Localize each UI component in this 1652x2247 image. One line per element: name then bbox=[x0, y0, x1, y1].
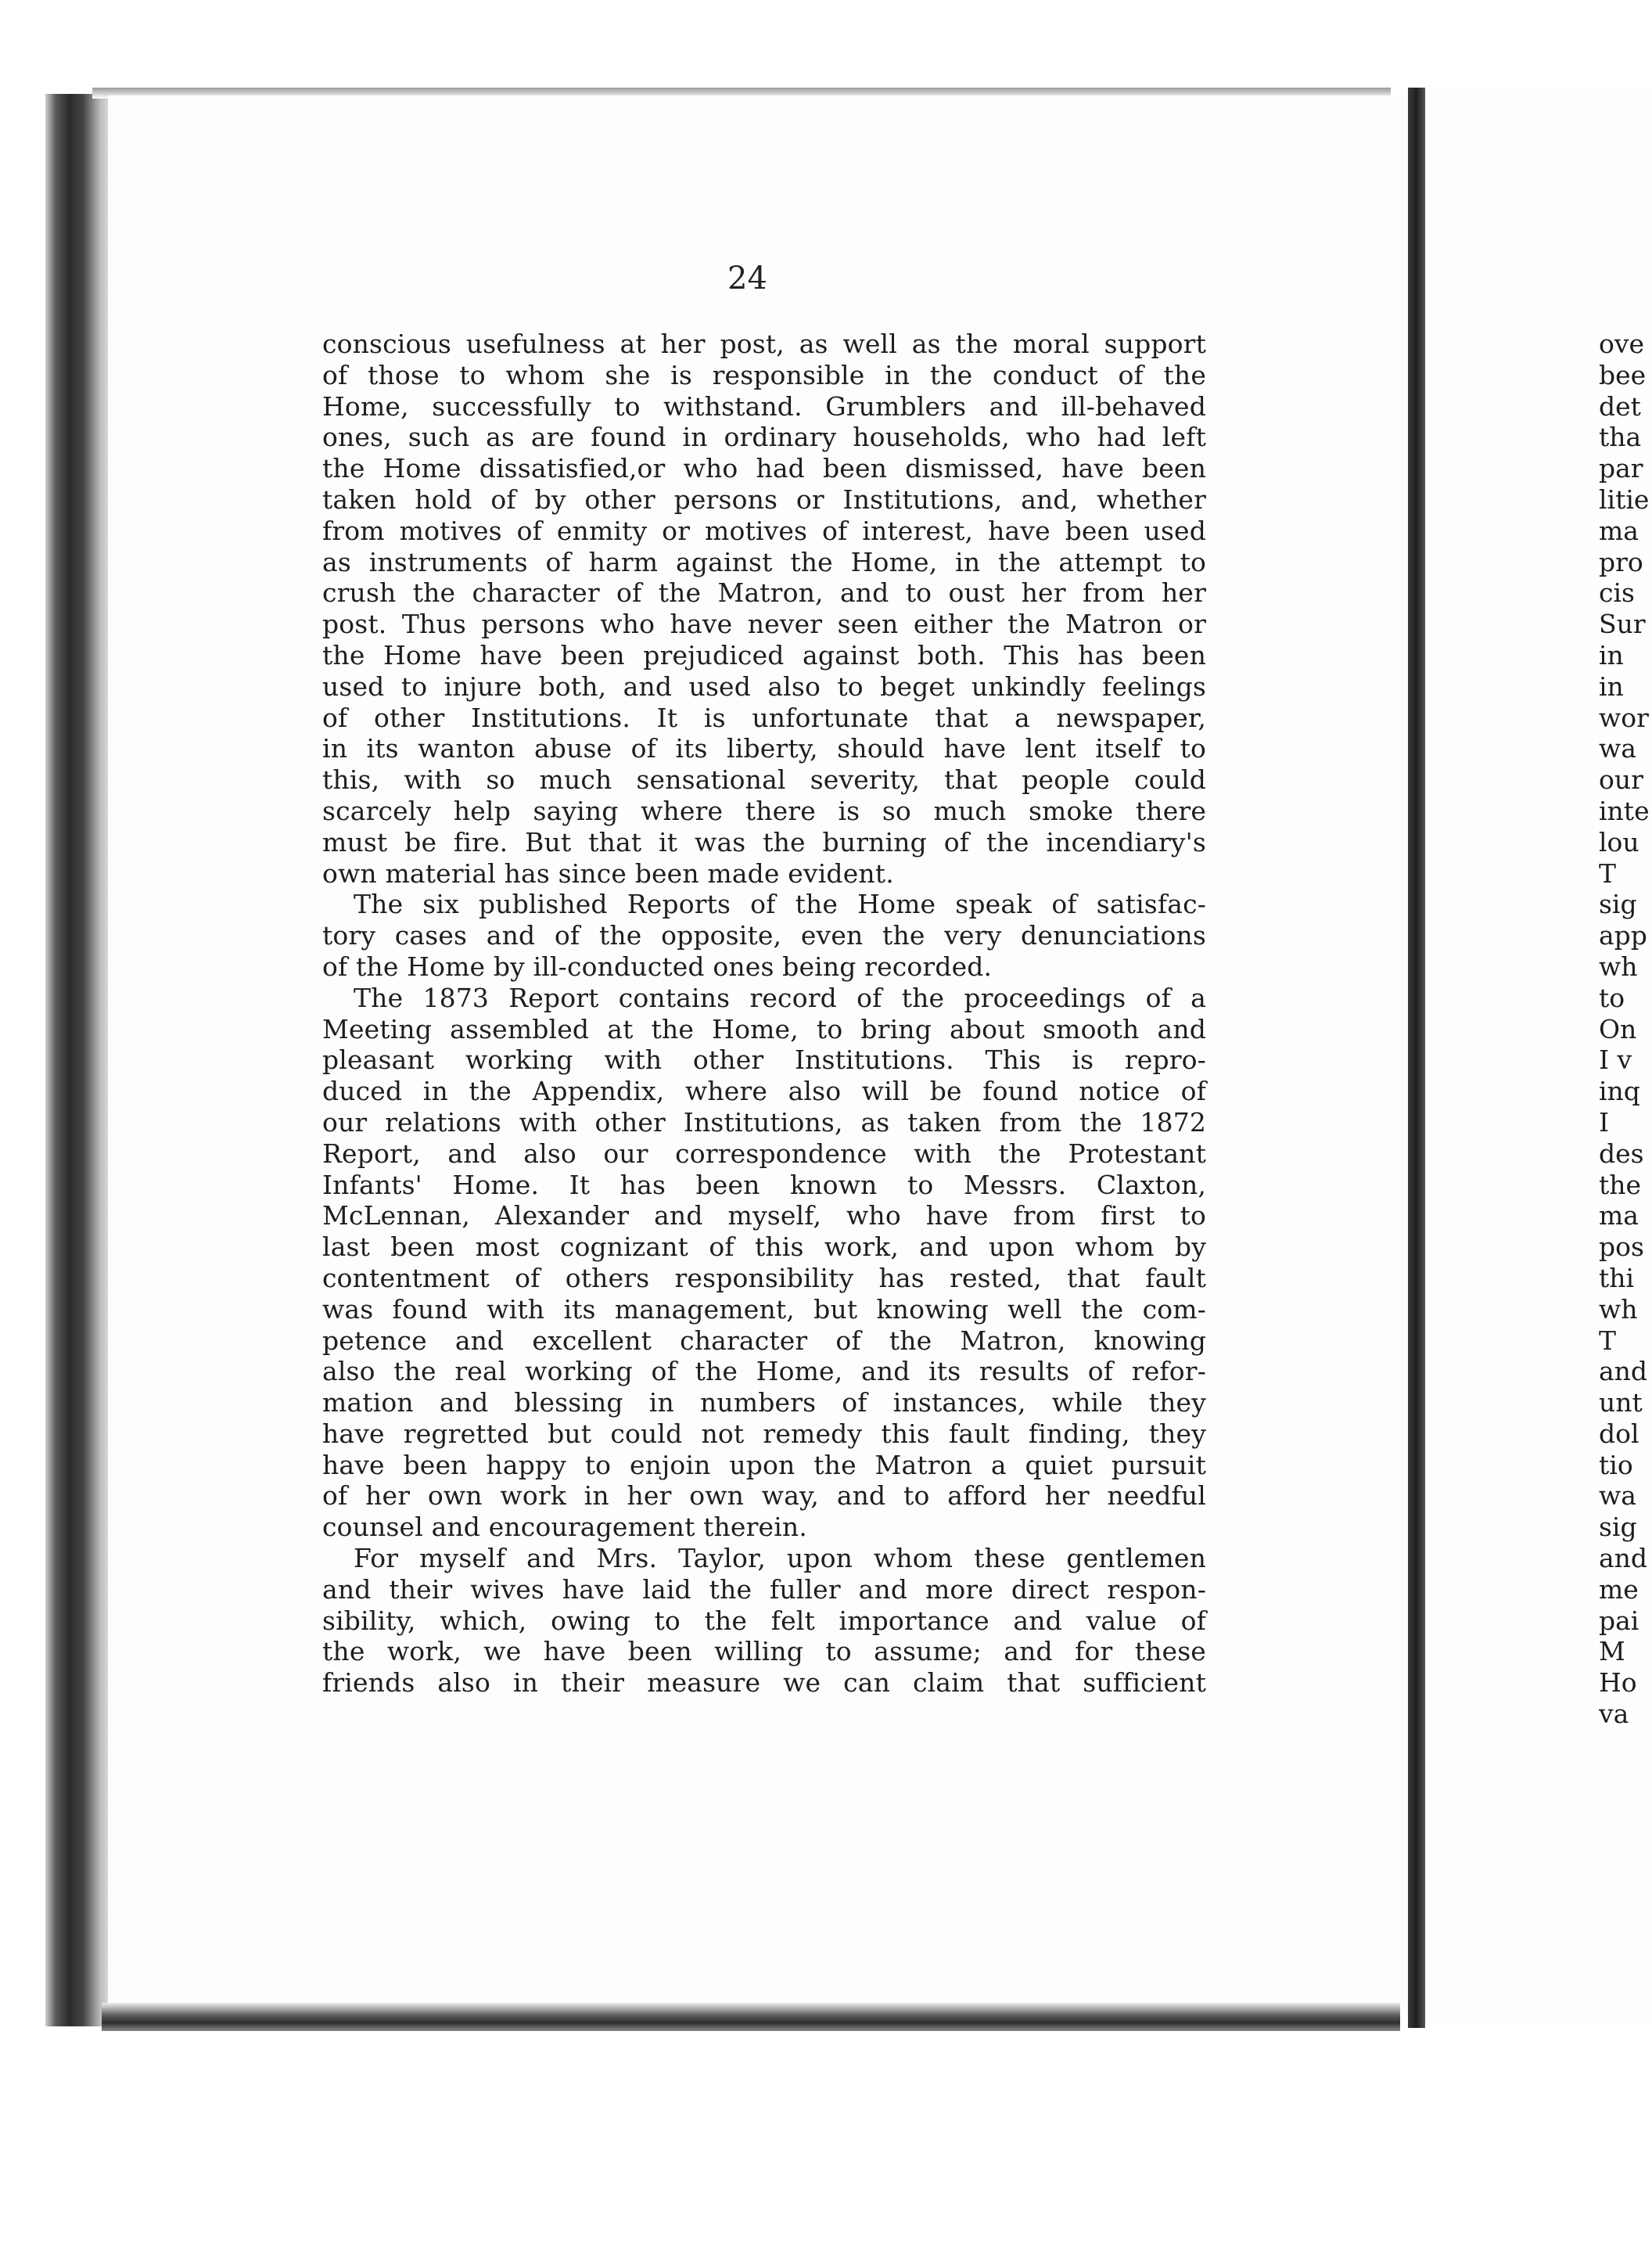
text-line: The six published Reports of the Home speak of satisfac- bbox=[354, 889, 1206, 920]
right-page-fragment: des bbox=[1599, 1138, 1644, 1169]
text-line: pleasant working with other Institutions. This is repro- bbox=[322, 1044, 1206, 1076]
text-line: from motives of enmity or motives of interest, have been used bbox=[322, 515, 1206, 546]
page-number: 24 bbox=[727, 261, 767, 297]
text-line: contentment of others responsibility has rested, that fault bbox=[322, 1262, 1206, 1293]
text-line: the work, we have been willing to assume; and for these bbox=[322, 1636, 1206, 1667]
text-line: of other Institutions. It is unfortunate that a newspaper, bbox=[322, 702, 1206, 733]
right-page-fragment: T bbox=[1599, 857, 1617, 889]
right-page-fragment: inte bbox=[1599, 795, 1650, 826]
text-line: McLennan, Alexander and myself, who have from first to bbox=[322, 1200, 1206, 1231]
text-line: Meeting assembled at the Home, to bring about smooth and bbox=[322, 1013, 1206, 1044]
text-line: post. Thus persons who have never seen either the Matron or bbox=[322, 609, 1206, 640]
text-line: have been happy to enjoin upon the Matron a quiet pursuit bbox=[322, 1449, 1206, 1480]
text-line: was found with its management, but knowing well the com- bbox=[322, 1293, 1206, 1325]
right-page-fragment: par bbox=[1599, 453, 1643, 484]
text-line: crush the character of the Matron, and to oust her from her bbox=[322, 577, 1206, 609]
text-line: and their wives have laid the fuller and more direct respon- bbox=[322, 1573, 1206, 1605]
text-line: counsel and encouragement therein. bbox=[322, 1512, 807, 1543]
right-page-fragment: the bbox=[1599, 1169, 1642, 1200]
right-page-fragment: ove bbox=[1599, 329, 1645, 359]
right-page-fragment: wa bbox=[1599, 733, 1636, 764]
right-page-fragment: wh bbox=[1599, 951, 1638, 982]
text-line: must be fire. But that it was the burning of the incendiary's bbox=[322, 826, 1206, 857]
text-line: this, with so much sensational severity, that people could bbox=[322, 764, 1206, 796]
right-page-fragment: in bbox=[1599, 671, 1624, 702]
right-page-fragment: Ho bbox=[1599, 1667, 1637, 1699]
right-page-fragment: unt bbox=[1599, 1387, 1643, 1418]
right-page-fragment: pos bbox=[1599, 1231, 1644, 1263]
body-text bbox=[322, 329, 1206, 1699]
text-line: the Home dissatisfied,or who had been dismissed, have been bbox=[322, 453, 1206, 484]
right-page-fragment: det bbox=[1599, 390, 1641, 422]
right-page-fragment: wor bbox=[1599, 702, 1649, 733]
right-page-fragment: dol bbox=[1599, 1418, 1639, 1449]
right-page-fragment: cis bbox=[1599, 577, 1635, 609]
text-line: tory cases and of the opposite, even the very denunciations bbox=[322, 920, 1206, 951]
right-page-fragment: T bbox=[1599, 1325, 1617, 1356]
text-line: as instruments of harm against the Home, in the attempt to bbox=[322, 546, 1206, 577]
right-page-fragment: pro bbox=[1599, 546, 1643, 577]
text-line: mation and blessing in numbers of instances, while they bbox=[322, 1387, 1206, 1418]
text-line: For myself and Mrs. Taylor, upon whom these gentlemen bbox=[354, 1543, 1206, 1574]
text-line: sibility, which, owing to the felt importance and value of bbox=[322, 1605, 1206, 1636]
text-line: petence and excellent character of the Matron, knowing bbox=[322, 1325, 1206, 1356]
book-gutter bbox=[1408, 88, 1425, 2028]
text-line: Home, successfully to withstand. Grumblers and ill-behaved bbox=[322, 390, 1206, 422]
right-page-fragment: pai bbox=[1599, 1605, 1639, 1636]
text-line: conscious usefulness at her post, as well as the moral support bbox=[322, 329, 1206, 359]
text-line: in its wanton abuse of its liberty, should have lent itself to bbox=[322, 733, 1206, 764]
right-page-fragment: bee bbox=[1599, 359, 1647, 390]
page-stack-bottom-edge bbox=[102, 2003, 1400, 2031]
right-page-fragment: Sur bbox=[1599, 609, 1646, 640]
right-page-fragment: thi bbox=[1599, 1262, 1635, 1293]
text-line: of the Home by ill-conducted ones being recorded. bbox=[322, 951, 993, 982]
page-stack-edge bbox=[45, 94, 114, 2026]
text-line: the Home have been prejudiced against both. This has been bbox=[322, 639, 1206, 671]
text-line: own material has since been made evident. bbox=[322, 857, 894, 889]
text-line: of her own work in her own way, and to afford her needful bbox=[322, 1480, 1206, 1512]
right-page-fragment: in bbox=[1599, 639, 1624, 671]
text-line: also the real working of the Home, and its results of refor- bbox=[322, 1356, 1206, 1387]
text-line: friends also in their measure we can claim that sufficient bbox=[322, 1667, 1206, 1699]
right-page-fragment: tio bbox=[1599, 1449, 1633, 1480]
right-page-fragment: litie bbox=[1599, 484, 1650, 515]
text-line: taken hold of by other persons or Institutions, and, whether bbox=[322, 484, 1206, 515]
right-page-fragment: On bbox=[1599, 1013, 1637, 1044]
text-line: Report, and also our correspondence with the Protestant bbox=[322, 1138, 1206, 1169]
right-page-fragment: me bbox=[1599, 1573, 1639, 1605]
right-page-fragment: wa bbox=[1599, 1480, 1636, 1512]
right-page-fragment: tha bbox=[1599, 422, 1642, 453]
right-page-fragment: va bbox=[1599, 1699, 1629, 1730]
text-line: The 1873 Report contains record of the proceedings of a bbox=[354, 982, 1206, 1013]
text-line: Infants' Home. It has been known to Messrs. Claxton, bbox=[322, 1169, 1206, 1200]
right-page-fragment: app bbox=[1599, 920, 1647, 951]
right-page-fragment: sig bbox=[1599, 1512, 1637, 1543]
right-page-fragment: and bbox=[1599, 1356, 1648, 1387]
right-page-fragment: ma bbox=[1599, 515, 1639, 546]
text-line: last been most cognizant of this work, and upon whom by bbox=[322, 1231, 1206, 1263]
right-page-fragment: ma bbox=[1599, 1200, 1639, 1231]
text-line: ones, such as are found in ordinary households, who had left bbox=[322, 422, 1206, 453]
right-page-fragment: M bbox=[1599, 1636, 1625, 1667]
right-page-fragment: lou bbox=[1599, 826, 1639, 857]
right-page-fragment: sig bbox=[1599, 889, 1637, 920]
text-line: have regretted but could not remedy this fault finding, they bbox=[322, 1418, 1206, 1449]
text-line: our relations with other Institutions, as taken from the 1872 bbox=[322, 1106, 1206, 1138]
right-page-fragment: our bbox=[1599, 764, 1643, 796]
text-line: scarcely help saying where there is so much smoke there bbox=[322, 795, 1206, 826]
right-page-fragment: I v bbox=[1599, 1044, 1632, 1076]
right-page-fragment: to bbox=[1599, 982, 1625, 1013]
right-page-fragment: and bbox=[1599, 1543, 1648, 1574]
right-page-fragment: wh bbox=[1599, 1293, 1638, 1325]
right-page-text-fragments bbox=[1599, 329, 1652, 1730]
text-line: of those to whom she is responsible in the conduct of the bbox=[322, 359, 1206, 390]
text-line: duced in the Appendix, where also will be found notice of bbox=[322, 1076, 1206, 1107]
right-page-fragment: I bbox=[1599, 1106, 1610, 1138]
text-line: used to injure both, and used also to beget unkindly feelings bbox=[322, 671, 1206, 702]
right-page-fragment: inq bbox=[1599, 1076, 1640, 1107]
